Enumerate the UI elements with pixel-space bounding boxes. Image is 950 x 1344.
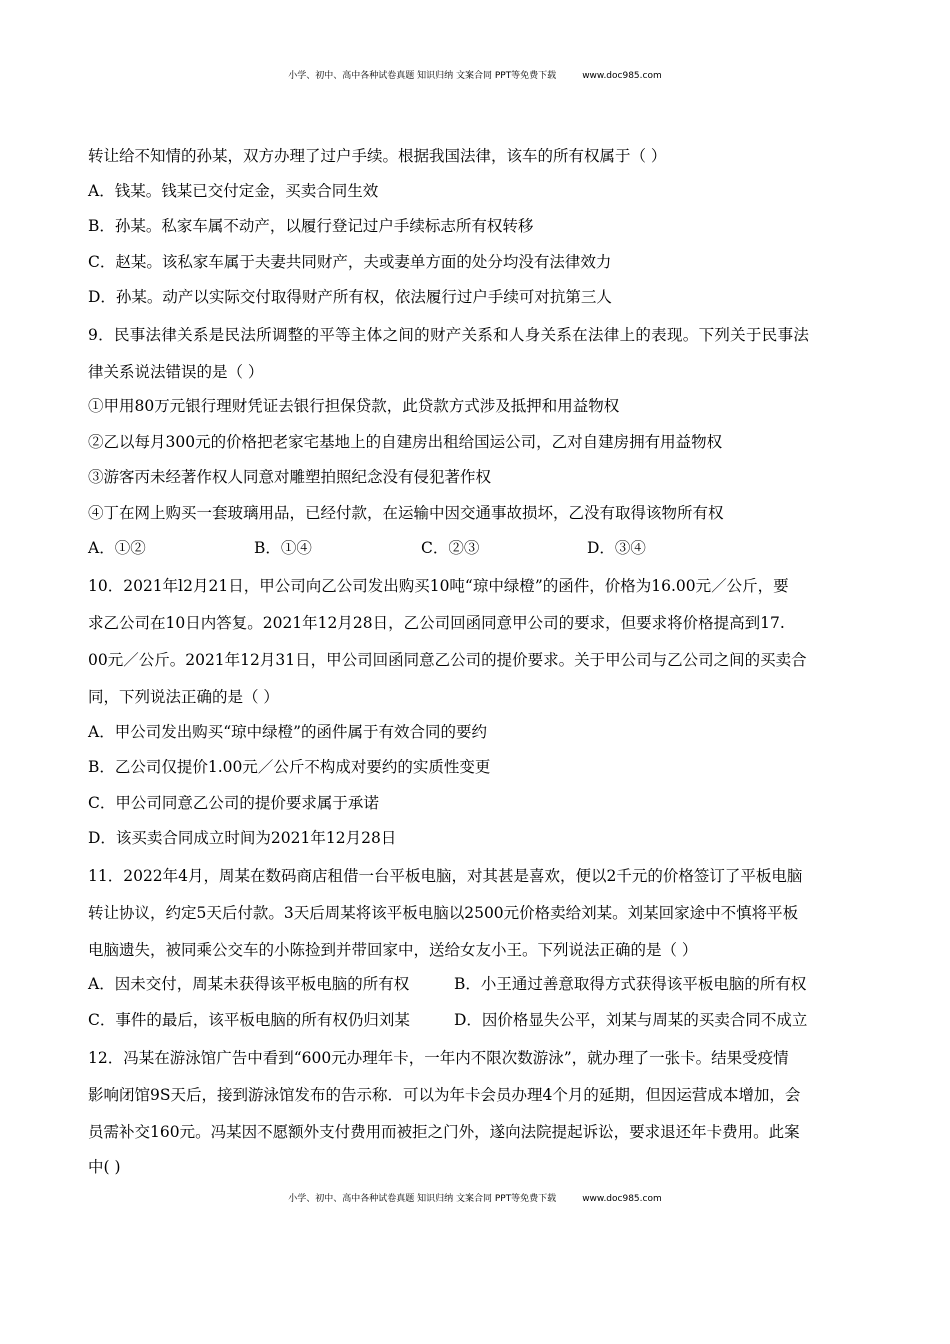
q10-option-d: D．该买卖合同成立时间为2021年12月28日: [88, 829, 397, 847]
q9-statement-3: ③游客丙未经著作权人同意对雕塑拍照纪念没有侵犯著作权: [88, 468, 492, 486]
q11-options-row2: [88, 1010, 868, 1032]
page-header: [0, 68, 950, 81]
q9-statement-2: ②乙以每月300元的价格把老家宅基地上的自建房出租给国运公司，乙对自建房拥有用益物权: [88, 433, 723, 451]
q9-statement-4: ④丁在网上购买一套玻璃用品，已经付款，在运输中因交通事故损坏，乙没有取得该物所有权: [88, 504, 724, 522]
q8-stem: 转让给不知情的孙某，双方办理了过户手续。根据我国法律，该车的所有权属于（ ）: [88, 147, 667, 165]
q11-stem-line3: 电脑遗失，被同乘公交车的小陈捡到并带回家中，送给女友小王。下列说法正确的是（ ）: [88, 941, 698, 959]
q10-stem-line1: 10．2021年l2月21日，甲公司向乙公司发出购买10吨“琼中绿橙”的函件，价格为16.00元／公斤，要: [88, 577, 789, 595]
footer-text: 小学、初中、高中各种试卷真题 知识归纳 文案合同 PPT等免费下载: [288, 1194, 557, 1204]
q10-stem-line4: 同，下列说法正确的是（ ）: [88, 688, 279, 706]
q8-option-d: D．孙某。动产以实际交付取得财产所有权，依法履行过户手续可对抗第三人: [88, 288, 612, 306]
q8-option-b: B．孙某。私家车属不动产，以履行登记过户手续标志所有权转移: [88, 217, 534, 235]
q11-stem-line2: 转让协议，约定5天后付款。3天后周某将该平板电脑以2500元价格卖给刘某。刘某回家途中不慎将平板: [88, 904, 799, 922]
q10-option-a: A．甲公司发出购买“琼中绿橙”的函件属于有效合同的要约: [88, 723, 488, 741]
q8-option-a: A．钱某。钱某已交付定金，买卖合同生效: [88, 182, 379, 200]
q9-option-d: D．③④: [587, 539, 646, 557]
q9-stem-line1: 9．民事法律关系是民法所调整的平等主体之间的财产关系和人身关系在法律上的表现。下列关于民事法: [88, 326, 810, 344]
q12-stem-line2: 影响闭馆9S天后，接到游泳馆发布的告示称．可以为年卡会员办理4个月的延期，但因运营成本增加，会: [88, 1086, 801, 1104]
q10-stem-line3: 00元／公斤。2021年12月31日，甲公司回函同意乙公司的提价要求。关于甲公司与乙公司之间的买卖合: [88, 651, 807, 669]
header-url: www.doc985.com: [582, 71, 662, 81]
q11-option-d: D．因价格显失公平，刘某与周某的买卖合同不成立: [454, 1011, 808, 1029]
q9-option-b: B．①④: [254, 539, 312, 557]
header-text: 小学、初中、高中各种试卷真题 知识归纳 文案合同 PPT等免费下载: [288, 71, 557, 81]
q9-stem-line2: 律关系说法错误的是（ ）: [88, 363, 264, 381]
q11-option-b: B．小王通过善意取得方式获得该平板电脑的所有权: [454, 975, 807, 993]
q11-option-c: C．事件的最后，该平板电脑的所有权仍归刘某: [88, 1011, 410, 1029]
q11-option-a: A．因未交付，周某未获得该平板电脑的所有权: [88, 975, 410, 993]
q11-options-row1: [88, 974, 868, 996]
q12-stem-line4: 中( ): [88, 1158, 121, 1176]
q9-option-a: A．①②: [88, 539, 146, 557]
q9-option-c: C．②③: [421, 539, 480, 557]
footer-url: www.doc985.com: [582, 1194, 662, 1204]
q11-stem-line1: 11．2022年4月，周某在数码商店租借一台平板电脑，对其甚是喜欢，便以2千元的价格签订了平板电脑: [88, 867, 803, 885]
q10-option-c: C．甲公司同意乙公司的提价要求属于承诺: [88, 794, 379, 812]
q12-stem-line1: 12．冯某在游泳馆广告中看到“600元办理年卡，一年内不限次数游泳”，就办理了一张卡。结果受疫情: [88, 1049, 789, 1067]
q9-statement-1: ①甲用80万元银行理财凭证去银行担保贷款，此贷款方式涉及抵押和用益物权: [88, 397, 620, 415]
q10-stem-line2: 求乙公司在10日内答复。2021年12月28日，乙公司回函同意甲公司的要求，但要求将价格提高到17.: [88, 614, 785, 632]
q9-options: [88, 538, 788, 560]
page-footer: [0, 1191, 950, 1204]
q12-stem-line3: 员需补交160元。冯某因不愿额外支付费用而被拒之门外，遂向法院提起诉讼，要求退还年卡费用。此案: [88, 1123, 800, 1141]
q10-option-b: B．乙公司仅提价1.00元／公斤不构成对要约的实质性变更: [88, 758, 491, 776]
q8-option-c: C．赵某。该私家车属于夫妻共同财产，夫或妻单方面的处分均没有法律效力: [88, 253, 612, 271]
